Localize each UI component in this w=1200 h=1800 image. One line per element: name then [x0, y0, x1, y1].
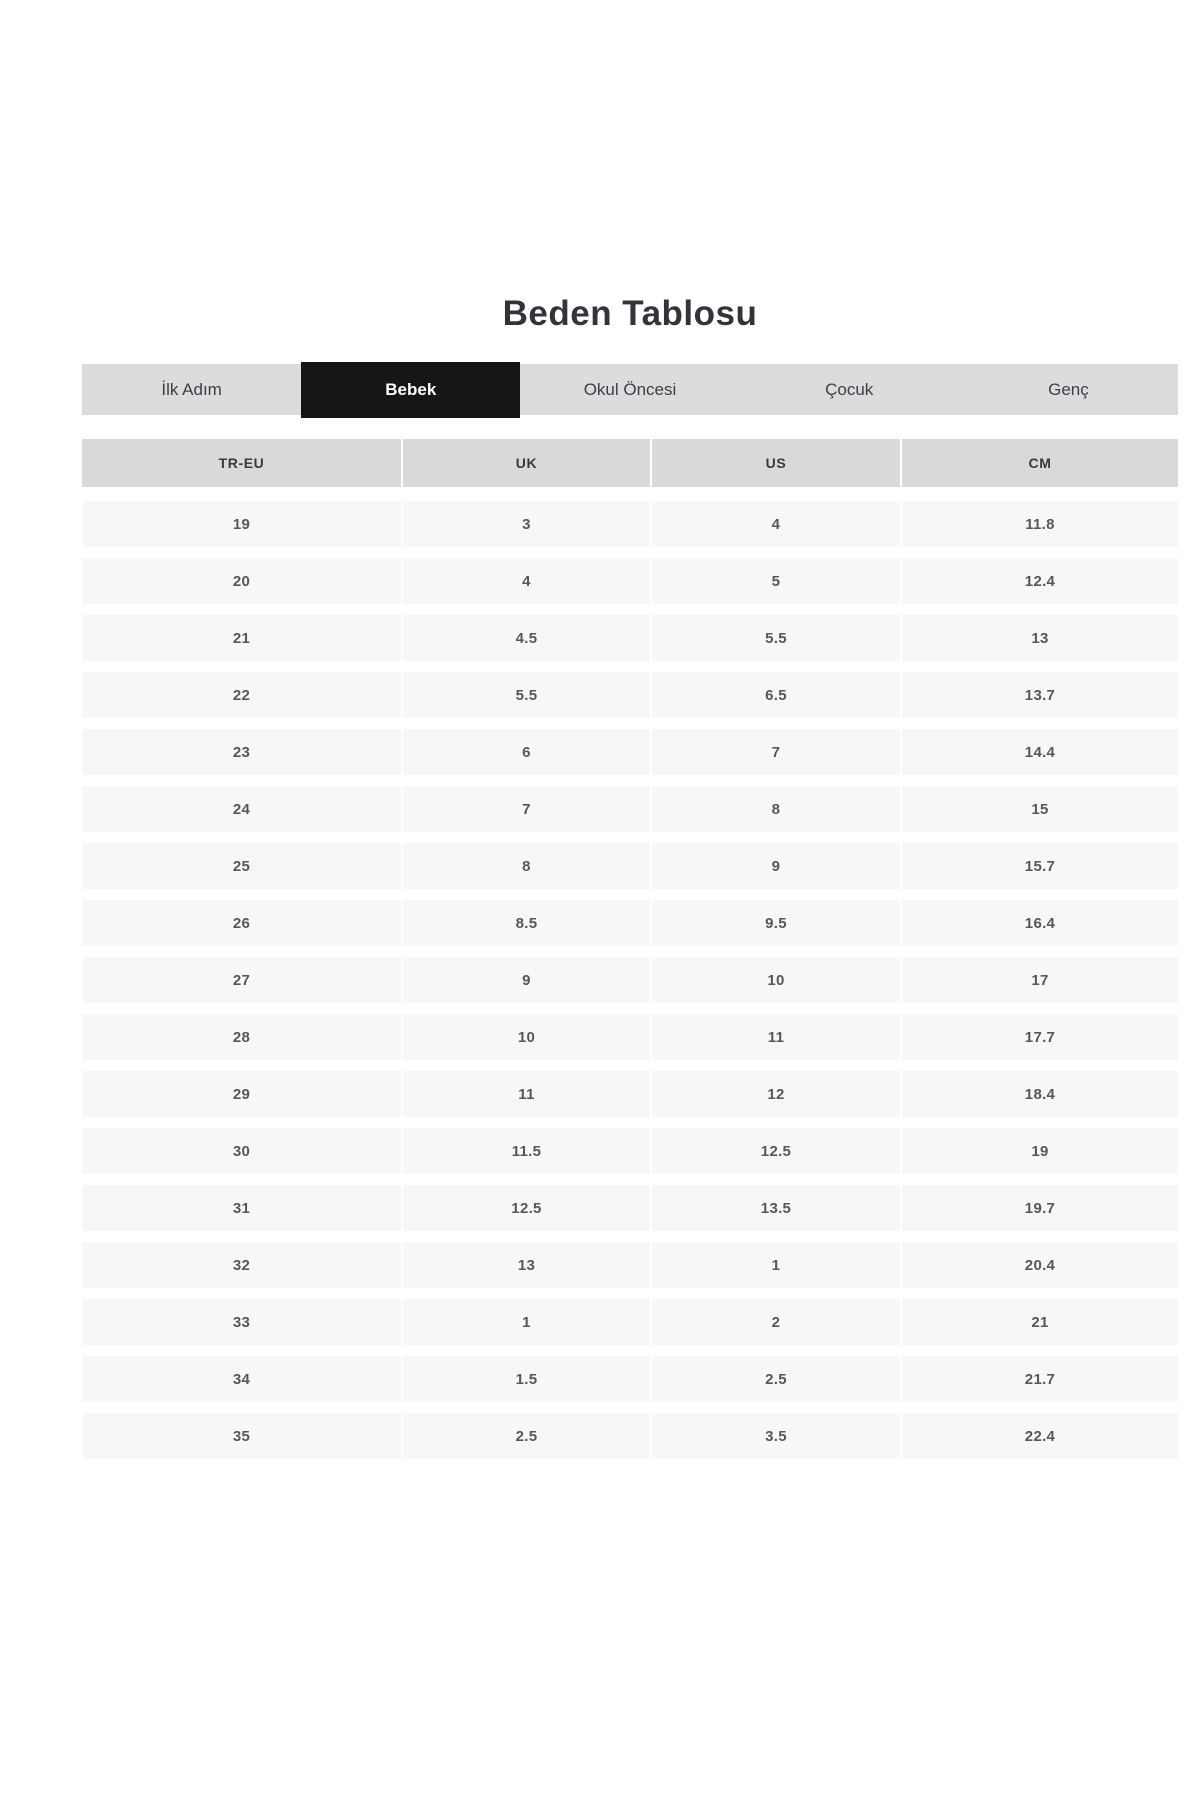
table-cell: 27 [82, 957, 403, 1003]
table-cell: 30 [82, 1128, 403, 1174]
table-cell: 14.4 [1024, 743, 1056, 761]
table-cell: 13 [403, 1242, 652, 1288]
table-cell: 1 [403, 1299, 652, 1345]
table-cell: 17.7 [1024, 1028, 1056, 1046]
tab-genc[interactable]: Genç [1048, 379, 1089, 399]
table-cell: 4 [652, 501, 902, 547]
tab-bebek[interactable]: Bebek [301, 362, 520, 418]
table-cell: 11 [403, 1071, 652, 1117]
table-cell: 2 [652, 1299, 902, 1345]
table-row [82, 957, 1178, 1003]
table-cell: 34 [82, 1356, 403, 1402]
table-cell: 5.5 [403, 672, 652, 718]
tab-ilk-adim[interactable]: İlk Adım [161, 379, 222, 399]
table-cell: 16.4 [1024, 914, 1056, 932]
page-title: Beden Tablosu [502, 294, 758, 333]
table-cell: 1 [652, 1242, 902, 1288]
table-cell: 2.5 [652, 1356, 902, 1402]
table-row [82, 843, 1178, 889]
tab-cocuk[interactable]: Çocuk [825, 379, 874, 399]
table-row [82, 615, 1178, 661]
table-cell: 3.5 [652, 1413, 902, 1459]
table-cell: 4 [403, 558, 652, 604]
size-table-header-row [82, 439, 1178, 487]
table-cell: 6 [403, 729, 652, 775]
table-cell: 6.5 [652, 672, 902, 718]
table-cell: 31 [82, 1185, 403, 1231]
table-cell: 13 [1031, 629, 1049, 647]
table-cell: 15.7 [1024, 857, 1056, 875]
tab-okul-oncesi[interactable]: Okul Öncesi [583, 379, 677, 399]
size-chart-page [82, 0, 1178, 1459]
table-row [82, 900, 1178, 946]
header-cell-cm: CM [1028, 455, 1052, 471]
table-cell: 10 [403, 1014, 652, 1060]
table-cell: 21 [82, 615, 403, 661]
table-cell: 20 [82, 558, 403, 604]
table-row [82, 1071, 1178, 1117]
table-cell: 22.4 [1024, 1427, 1056, 1445]
table-row [82, 1128, 1178, 1174]
table-cell: 8 [652, 786, 902, 832]
table-cell: 21.7 [1024, 1370, 1056, 1388]
table-cell: 33 [82, 1299, 403, 1345]
table-cell: 12.5 [403, 1185, 652, 1231]
table-row [82, 729, 1178, 775]
table-cell: 12.5 [652, 1128, 902, 1174]
table-cell: 21 [1031, 1313, 1049, 1331]
table-cell: 1.5 [403, 1356, 652, 1402]
table-cell: 7 [403, 786, 652, 832]
table-cell: 5.5 [652, 615, 902, 661]
table-cell: 10 [652, 957, 902, 1003]
table-cell: 32 [82, 1242, 403, 1288]
table-cell: 4.5 [403, 615, 652, 661]
header-cell-us: US [652, 439, 902, 487]
table-cell: 15 [1031, 800, 1049, 818]
table-row [82, 1014, 1178, 1060]
size-category-tabs [82, 364, 1178, 415]
table-row [82, 501, 1178, 547]
table-row [82, 1299, 1178, 1345]
table-row [82, 1413, 1178, 1459]
table-cell: 20.4 [1024, 1256, 1056, 1274]
table-cell: 19 [82, 501, 403, 547]
table-row [82, 1185, 1178, 1231]
table-cell: 9.5 [652, 900, 902, 946]
table-row [82, 672, 1178, 718]
table-cell: 22 [82, 672, 403, 718]
table-cell: 8.5 [403, 900, 652, 946]
table-cell: 23 [82, 729, 403, 775]
table-cell: 26 [82, 900, 403, 946]
table-cell: 11.8 [1025, 515, 1055, 533]
size-table [82, 439, 1178, 1459]
table-cell: 29 [82, 1071, 403, 1117]
table-row [82, 1242, 1178, 1288]
table-cell: 13.7 [1024, 686, 1056, 704]
table-cell: 9 [652, 843, 902, 889]
table-row [82, 786, 1178, 832]
header-cell-tr-eu: TR-EU [82, 439, 403, 487]
table-cell: 13.5 [652, 1185, 902, 1231]
table-cell: 8 [403, 843, 652, 889]
table-row [82, 558, 1178, 604]
table-cell: 19.7 [1024, 1199, 1056, 1217]
table-cell: 2.5 [403, 1413, 652, 1459]
table-cell: 5 [652, 558, 902, 604]
header-cell-uk: UK [403, 439, 652, 487]
table-cell: 25 [82, 843, 403, 889]
table-row [82, 1356, 1178, 1402]
table-cell: 18.4 [1024, 1085, 1056, 1103]
table-cell: 9 [403, 957, 652, 1003]
table-cell: 12.4 [1024, 572, 1056, 590]
table-cell: 19 [1031, 1142, 1049, 1160]
table-cell: 7 [652, 729, 902, 775]
table-cell: 11.5 [403, 1128, 652, 1174]
table-cell: 3 [403, 501, 652, 547]
size-table-body [82, 501, 1178, 1459]
table-cell: 11 [652, 1014, 902, 1060]
table-cell: 35 [82, 1413, 403, 1459]
table-cell: 24 [82, 786, 403, 832]
table-cell: 12 [652, 1071, 902, 1117]
table-cell: 28 [82, 1014, 403, 1060]
table-cell: 17 [1031, 971, 1049, 989]
